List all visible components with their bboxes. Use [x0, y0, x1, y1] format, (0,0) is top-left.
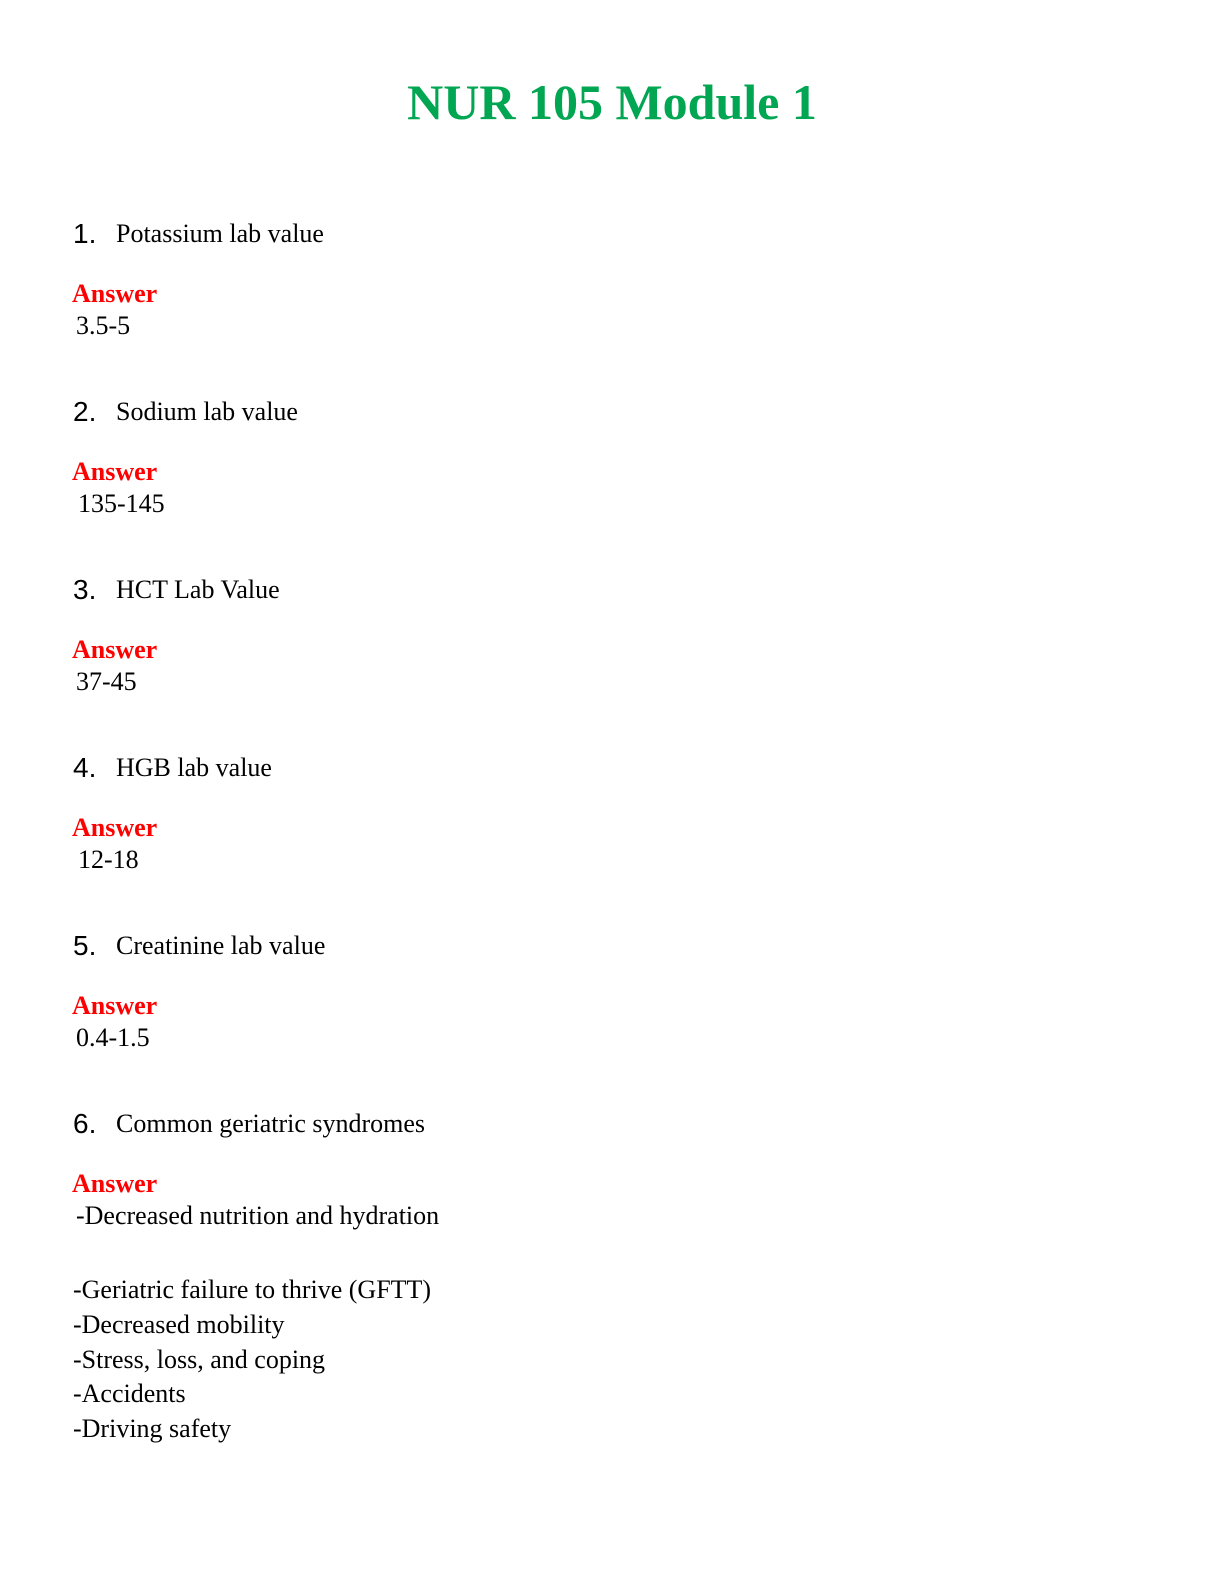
question-number: 3. — [73, 574, 97, 605]
question-text: Common geriatric syndromes — [116, 1109, 426, 1138]
answer-label: Answer — [72, 457, 158, 486]
answer-label: Answer — [72, 279, 158, 308]
answer-value: 135-145 — [78, 489, 165, 518]
answer-label: Answer — [72, 813, 158, 842]
answer-label: Answer — [72, 991, 158, 1020]
question-text: Sodium lab value — [116, 397, 298, 426]
question-text: Creatinine lab value — [116, 931, 326, 960]
answer-value: 3.5-5 — [76, 311, 131, 340]
answer-label: Answer — [72, 635, 158, 664]
question-number: 4. — [73, 752, 97, 783]
list-item: -Driving safety — [73, 1414, 232, 1444]
list-item: -Geriatric failure to thrive (GFTT) — [73, 1275, 432, 1304]
answer-value: 37-45 — [76, 667, 137, 696]
list-item: -Stress, loss, and coping — [73, 1344, 326, 1374]
question-number: 1. — [73, 218, 97, 249]
answer-value: 12-18 — [78, 845, 139, 874]
question-number: 2. — [73, 396, 97, 427]
question-text: HGB lab value — [116, 753, 272, 782]
question-number: 5. — [73, 930, 97, 961]
geriatric-syndromes-list — [73, 1273, 431, 1447]
page-title: NUR 105 Module 1 — [407, 74, 817, 130]
question-text: HCT Lab Value — [116, 575, 280, 604]
list-item: -Decreased mobility — [73, 1309, 285, 1339]
answer-label: Answer — [72, 1169, 158, 1198]
answer-value: 0.4-1.5 — [76, 1023, 150, 1052]
question-number: 6. — [73, 1108, 97, 1139]
answer-value: -Decreased nutrition and hydration — [76, 1201, 440, 1230]
list-item: -Accidents — [73, 1379, 186, 1409]
question-text: Potassium lab value — [116, 219, 324, 248]
